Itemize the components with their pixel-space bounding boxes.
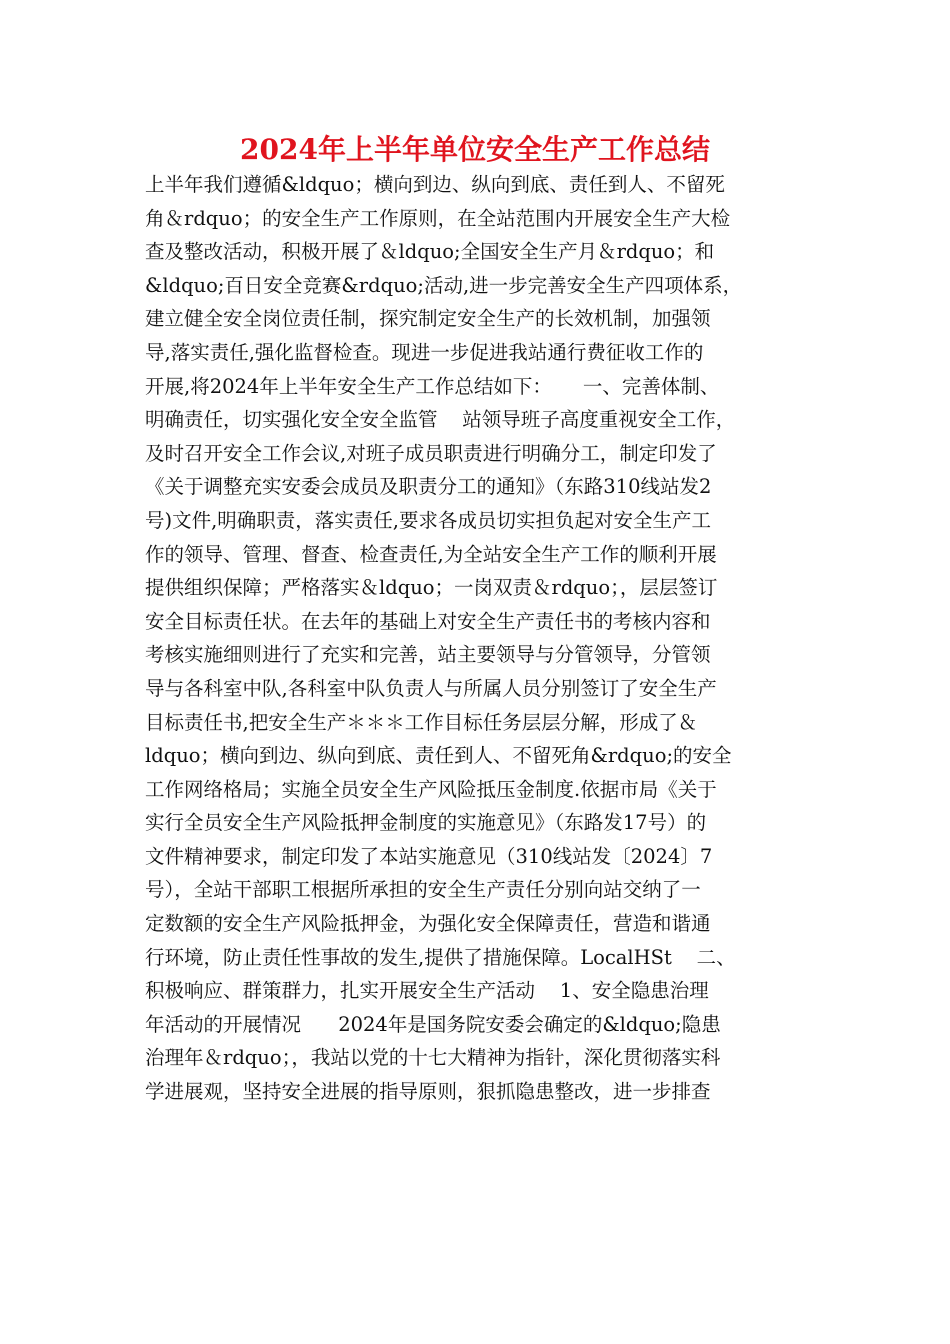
body-line: 上半年我们遵循&ldquo；横向到边、纵向到底、责任到人、不留死 — [145, 173, 725, 196]
body-line: 安全目标责任状。在去年的基础上对安全生产责任书的考核内容和 — [145, 609, 711, 633]
body-line: 建立健全安全岗位责任制，探究制定安全生产的长效机制，加强领 — [145, 307, 711, 331]
body-line: 查及整改活动，积极开展了＆ldquo;全国安全生产月＆rdquo；和 — [145, 240, 715, 264]
body-line: 导,落实责任,强化监督检查。现进一步促进我站通行费征收工作的 — [145, 340, 704, 364]
body-line: 导与各科室中队,各科室中队负责人与所属人员分别签订了安全生产 — [145, 676, 717, 700]
body-line: ldquo；横向到边、纵向到底、责任到人、不留死角&rdquo;的安全 — [145, 744, 732, 768]
body-line: 明确责任，切实强化安全安全监管 站领导班子高度重视安全工作， — [145, 408, 736, 432]
body-line: 号)文件,明确职责，落实责任,要求各成员切实担负起对安全生产工 — [145, 508, 712, 532]
body-line: 考核实施细则进行了充实和完善，站主要领导与分管领导，分管领 — [145, 643, 711, 667]
body-line: &ldquo;百日安全竞赛&rdquo;活动,进一步完善安全生产四项体系， — [145, 273, 743, 297]
body-line: 定数额的安全生产风险抵押金，为强化安全保障责任，营造和谐通 — [145, 912, 711, 936]
body-line: 开展,将2024年上半年安全生产工作总结如下： 一、完善体制、 — [145, 374, 720, 398]
body-line: 及时召开安全工作会议,对班子成员职责进行明确分工，制定印发了 — [145, 441, 717, 465]
body-line: 年活动的开展情况 2024年是国务院安委会确定的&ldquo;隐患 — [145, 1012, 721, 1036]
body-line: 目标责任书,把安全生产＊＊＊工作目标任务层层分解，形成了＆ — [145, 710, 698, 734]
body-line: 作的领导、管理、督查、检查责任,为全站安全生产工作的顺利开展 — [145, 542, 717, 566]
body-line: 行环境，防止责任性事故的发生,提供了措施保障。LocalHSt 二、 — [145, 945, 736, 969]
body-line: 文件精神要求，制定印发了本站实施意见（310线站发〔2024〕7 — [145, 844, 713, 868]
body-line: 《关于调整充实安委会成员及职责分工的通知》（东路310线站发2 — [145, 475, 712, 499]
body-line: 工作网络格局；实施全员安全生产风险抵压金制度.依据市局《关于 — [145, 777, 717, 801]
body-line: 提供组织保障；严格落实＆ldquo；一岗双责＆rdquo；，层层签订 — [145, 576, 718, 600]
body-line: 治理年＆rdquo；，我站以党的十七大精神为指针，深化贯彻落实科 — [145, 1046, 721, 1070]
body-line: 实行全员安全生产风险抵押金制度的实施意见》（东路发17号）的 — [145, 811, 707, 835]
body-line: 号），全站干部职工根据所承担的安全生产责任分别向站交纳了一 — [145, 878, 701, 902]
body-line: 积极响应、群策群力，扎实开展安全生产活动 1、安全隐患治理 — [145, 979, 709, 1003]
body-line: 角＆rdquo；的安全生产工作原则，在全站范围内开展安全生产大检 — [145, 206, 731, 230]
body-line: 学进展观，坚持安全进展的指导原则，狠抓隐患整改，进一步排查 — [145, 1080, 711, 1104]
document-title: 2024年上半年单位安全生产工作总结 — [240, 133, 710, 166]
document-body — [145, 168, 810, 1109]
